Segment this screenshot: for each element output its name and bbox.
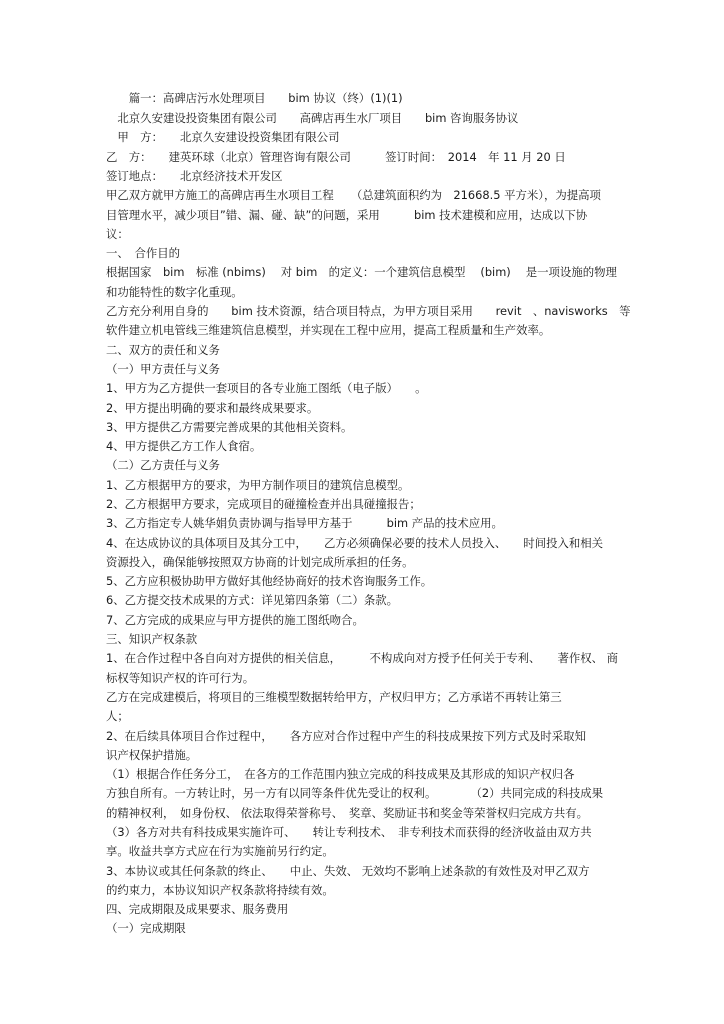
list-item: 2、在后续具体项目合作过程中， 各方应对合作过程中产生的科技成果按下列方式及时采取知 [106,729,586,743]
text-line: 软件建立机电管线三维建筑信息模型，并实现在工程中应用，提高工程质量和生产效率。 [106,323,551,337]
text-line: 和功能特性的数字化重现。 [106,285,243,299]
list-item: 4、在达成协议的具体项目及其分工中， 乙方必须确保必要的技术人员投入、 时间投入和相关 [106,536,604,550]
subsection-heading: （一）甲方责任与义务 [106,362,220,376]
text-line: 乙方在完成建模后，将项目的三维模型数据转给甲方，产权归甲方；乙方承诺不再转让第三 [106,690,562,704]
text-line: （3）各方对共有科技成果实施许可、 转让专利技术、 非专利技术而获得的经济收益由双方共 [106,825,592,839]
signing-place-line: 签订地点： 北京经济技术开发区 [106,169,283,183]
list-item: 3、本协议或其任何条款的终止、 中止、失效、 无效均不影响上述条款的有效性及对甲乙双方 [106,864,590,878]
text-line: 人； [106,709,129,723]
list-item: 1、乙方根据甲方的要求，为甲方制作项目的建筑信息模型。 [106,478,410,492]
text-line: （1）根据合作任务分工， 在各方的工作范围内独立完成的科技成果及其形成的知识产权归各 [106,767,575,781]
list-item: 7、乙方完成的成果应与甲方提供的施工图纸吻合。 [106,613,364,627]
text-line: 方独自所有。一方转让时，另一方有以同等条件优先受让的权利。 （2）共同完成的科技成果 [106,786,604,800]
text-line: 议： [106,227,129,241]
text-line: 识产权保护措施。 [106,748,198,762]
text-line: 的约束力，本协议知识产权条款将持续有效。 [106,883,334,897]
list-item: 3、乙方指定专人姚华娟负责协调与指导甲方基于 bim 产品的技术应用。 [106,516,503,530]
party-a-line: 甲 方： 北京久安建设投资集团有限公司 [106,130,340,144]
list-item: 4、甲方提供乙方工作人食宿。 [106,439,262,453]
section-heading: 一、 合作目的 [106,246,181,260]
text-line: 享。收益共享方式应在行为实施前另行约定。 [106,844,334,858]
text-line: 乙方充分利用自身的 bim 技术资源，结合项目特点，为甲方项目采用 revit 、navisworks 等 [106,304,631,318]
list-item: 6、乙方提交技术成果的方式：详见第四条第（二）条款。 [106,593,399,607]
section-heading: 二、双方的责任和义务 [106,343,220,357]
text-line: 资源投入，确保能够按照双方协商的计划完成所承担的任务。 [106,555,414,569]
text-line: 标权等知识产权的许可行为。 [106,671,255,685]
section-heading: 三、知识产权条款 [106,632,198,646]
subsection-heading: （二）乙方责任与义务 [106,458,220,472]
text-line: 甲乙双方就甲方施工的高碑店再生水项目工程 （总建筑面积约为 21668.5 平方米），为提高项 [106,188,601,202]
document-title: 篇一：高碑店污水处理项目 bim 协议（终）(1)(1) [106,91,403,105]
section-heading: 四、完成期限及成果要求、服务费用 [106,902,289,916]
text-line: 的精神权利， 如身份权、 依法取得荣誉称号、 奖章、奖励证书和奖金等荣誉权归完成方共有。 [106,806,589,820]
text-line: 目管理水平，减少项目”错、漏、碰、缺”的问题，采用 bim 技术建模和应用，达成以下协 [106,208,588,222]
party-b-line: 乙 方： 建英环球（北京）管理咨询有限公司 签订时间： 2014 年 11 月 20 日 [106,150,566,164]
list-item: 5、乙方应积极协助甲方做好其他经协商好的技术咨询服务工作。 [106,574,433,588]
list-item: 2、乙方根据甲方要求，完成项目的碰撞检查并出具碰撞报告； [106,497,421,511]
subsection-heading: （一）完成期限 [106,921,186,935]
list-item: 1、甲方为乙方提供一套项目的各专业施工图纸（电子版） 。 [106,381,427,395]
document-subtitle: 北京久安建设投资集团有限公司 高碑店再生水厂项目 bim 咨询服务协议 [106,111,519,125]
list-item: 1、在合作过程中各自向对方提供的相关信息， 不构成向对方授予任何关于专利、 著作权、 商 [106,651,619,665]
text-line: 根据国家 bim 标准 (nbims) 对 bim 的定义：一个建筑信息模型 (bim) 是一项设施的物理 [106,265,617,279]
list-item: 2、甲方提出明确的要求和最终成果要求。 [106,401,319,415]
list-item: 3、甲方提供乙方需要完善成果的其他相关资料。 [106,420,353,434]
